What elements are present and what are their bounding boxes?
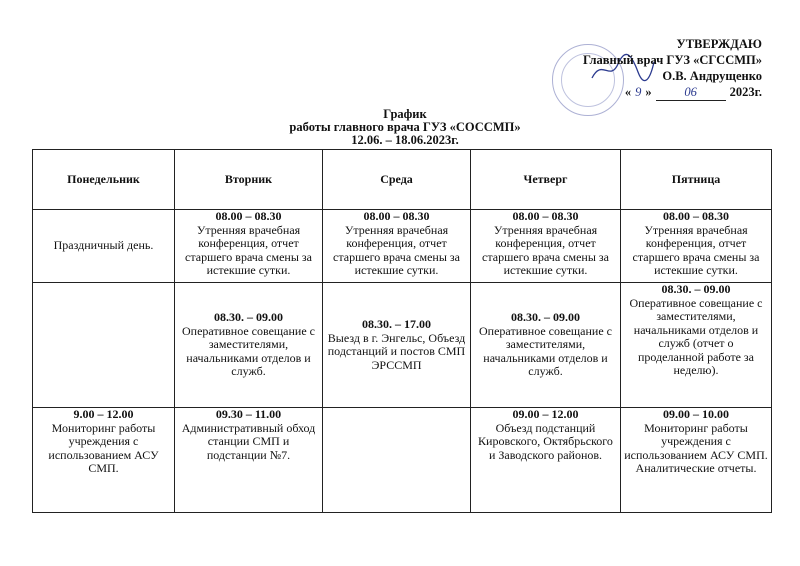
cell-wed-row3	[323, 408, 471, 513]
cell-text: Административный обход станции СМП и подстанции №7.	[181, 420, 316, 462]
cell-fri-row3	[621, 408, 772, 513]
cell-tue-row3	[175, 408, 323, 513]
cell-time: 08.30. – 09.00	[511, 310, 580, 325]
table-row	[33, 210, 772, 283]
approval-title: УТВЕРЖДАЮ	[676, 37, 762, 51]
cell-time: 08.30. – 09.00	[661, 282, 731, 296]
cell-time: 08.00 – 08.30	[512, 209, 579, 223]
document-period: 12.06. – 18.06.2023г.	[351, 133, 459, 147]
cell-text: Утренняя врачебная конференция, отчет старшего врача смены за истекшие сутки.	[333, 222, 460, 277]
header-thursday: Четверг	[471, 150, 621, 210]
cell-tue-row2	[175, 283, 323, 408]
header-wednesday: Среда	[323, 150, 471, 210]
approval-month: 06	[656, 84, 726, 101]
cell-fri-row2	[621, 283, 772, 408]
approval-day-close: »	[645, 85, 652, 99]
approval-block	[583, 36, 762, 101]
document-subtitle: работы главного врача ГУЗ «СОССМП»	[289, 120, 521, 134]
cell-mon-row3	[33, 408, 175, 513]
approval-date	[583, 84, 762, 101]
header-tuesday: Вторник	[175, 150, 323, 210]
cell-text: Утренняя врачебная конференция, отчет старшего врача смены за истекшие сутки.	[482, 222, 609, 277]
cell-time: 08.00 – 08.30	[663, 209, 729, 223]
cell-text: Оперативное совещание с заместителями, начальниками отделов и служб.	[479, 323, 612, 379]
cell-wed-row1	[323, 210, 471, 283]
cell-time: 08.00 – 08.30	[215, 209, 282, 223]
cell-text: Утренняя врачебная конференция, отчет старшего врача смены за истекшие сутки.	[632, 222, 760, 277]
approval-year: 2023г.	[729, 85, 762, 99]
cell-tue-row1	[175, 210, 323, 283]
cell-text: Оперативное совещание с заместителями, начальниками отделов и служб (отчет о проделанной работе за неделю).	[629, 295, 763, 377]
approval-signatory: О.В. Андрущенко	[662, 69, 762, 83]
cell-thu-row2	[471, 283, 621, 408]
cell-mon-row1	[33, 210, 175, 283]
cell-time: 09.00 – 12.00	[512, 407, 579, 421]
cell-time: 08.30. – 09.00	[214, 310, 283, 325]
cell-time: 9.00 – 12.00	[73, 407, 134, 421]
cell-time: 09.30 – 11.00	[215, 407, 282, 421]
cell-text: Праздничный день.	[53, 238, 154, 253]
approval-day: 9	[635, 85, 642, 99]
cell-text: Утренняя врачебная конференция, отчет старшего врача смены за истекшие сутки.	[185, 222, 312, 277]
header-monday: Понедельник	[33, 150, 175, 210]
approval-position: Главный врач ГУЗ «СГССМП»	[582, 53, 762, 67]
document-title: График	[383, 107, 427, 121]
header-friday: Пятница	[621, 150, 772, 210]
cell-text: Выезд в г. Энгельс, Объезд подстанций и постов СМП ЭРССМП	[327, 330, 466, 372]
cell-text: Объезд подстанций Кировского, Октябрьского и Заводского районов.	[478, 420, 613, 462]
table-row	[33, 283, 772, 408]
table-header-row	[33, 150, 772, 210]
cell-mon-row2	[33, 283, 175, 408]
cell-thu-row1	[471, 210, 621, 283]
cell-text: Мониторинг работы учреждения с использованием АСУ СМП.	[48, 420, 159, 475]
cell-time: 08.30. – 17.00	[362, 317, 431, 331]
cell-wed-row2	[323, 283, 471, 408]
cell-fri-row1	[621, 210, 772, 283]
cell-time: 09.00 – 10.00	[663, 407, 729, 421]
approval-day-open: «	[624, 85, 632, 99]
cell-time: 08.00 – 08.30	[363, 209, 430, 223]
cell-thu-row3	[471, 408, 621, 513]
table-row	[33, 408, 772, 513]
schedule-table	[32, 149, 772, 513]
cell-text: Оперативное совещание с заместителями, начальниками отделов и служб.	[182, 323, 315, 379]
document-heading	[180, 108, 630, 147]
cell-text: Мониторинг работы учреждения с использованием АСУ СМП. Аналитические отчеты.	[624, 420, 768, 475]
